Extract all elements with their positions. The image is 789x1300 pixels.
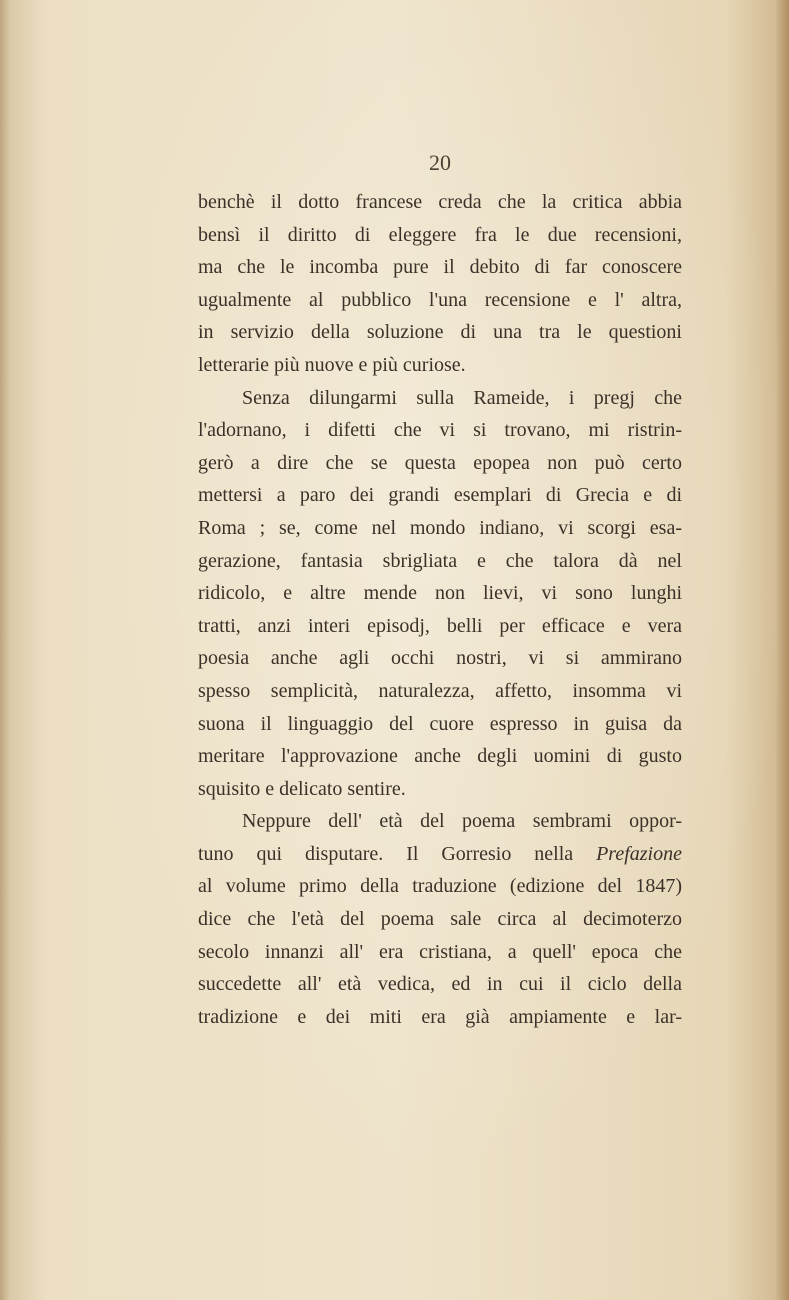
text-line: benchè il dotto francese creda che la critica abbia (198, 191, 682, 213)
text-line: suona il linguaggio del cuore espresso in guisa da (198, 712, 682, 735)
text-line: spesso semplicità, naturalezza, affetto, insomma vi (198, 679, 682, 702)
text-line: poesia anche agli occhi nostri, vi si ammirano (198, 647, 682, 670)
text-line: Senza dilungarmi sulla Rameide, i pregj che (242, 386, 682, 409)
text-line: ma che le incomba pure il debito di far conoscere (198, 256, 682, 279)
page-left-edge-shadow (0, 0, 10, 1300)
text-line: ridicolo, e altre mende non lievi, vi sono lunghi (198, 582, 682, 605)
text-line-with-italic (198, 838, 682, 871)
text-line: tratti, anzi interi episodj, belli per efficace e vera (198, 614, 682, 637)
text-line: Roma ; se, come nel mondo indiano, vi scorgi esa- (198, 516, 682, 539)
text-line: in servizio della soluzione di una tra le questioni (198, 321, 682, 344)
text-line: squisito e delicato sentire. (198, 777, 406, 800)
page-number: 20 (429, 150, 451, 175)
text-line: secolo innanzi all' era cristiana, a quell' epoca che (198, 940, 682, 963)
text-line: succedette all' età vedica, ed in cui il ciclo della (198, 973, 682, 996)
text-line: mettersi a paro dei grandi esemplari di Grecia e di (198, 484, 682, 507)
text-line: l'adornano, i difetti che vi si trovano, mi ristrin- (198, 419, 682, 442)
text-line: Neppure dell' età del poema sembrami oppor- (242, 810, 682, 833)
text-fragment: tuno qui disputare. Il Gorresio nella (198, 842, 574, 865)
text-line: bensì il diritto di eleggere fra le due recensioni, (198, 223, 682, 246)
text-line: al volume primo della traduzione (edizione del 1847) (198, 875, 682, 898)
text-line: meritare l'approvazione anche degli uomini di gusto (198, 745, 682, 768)
page-right-edge-shadow (775, 0, 789, 1300)
body-text (198, 186, 682, 1033)
text-line: ugualmente al pubblico l'una recensione e l' altra, (198, 288, 682, 311)
text-line: tradizione e dei miti era già ampiamente e lar- (198, 1005, 682, 1028)
text-line: gerazione, fantasia sbrigliata e che talora dà nel (198, 549, 682, 572)
text-line: dice che l'età del poema sale circa al decimoterzo (198, 908, 682, 931)
text-line: letterarie più nuove e più curiose. (198, 353, 466, 376)
italic-word: Prefazione (596, 842, 682, 865)
text-line: gerò a dire che se questa epopea non può certo (198, 451, 682, 474)
